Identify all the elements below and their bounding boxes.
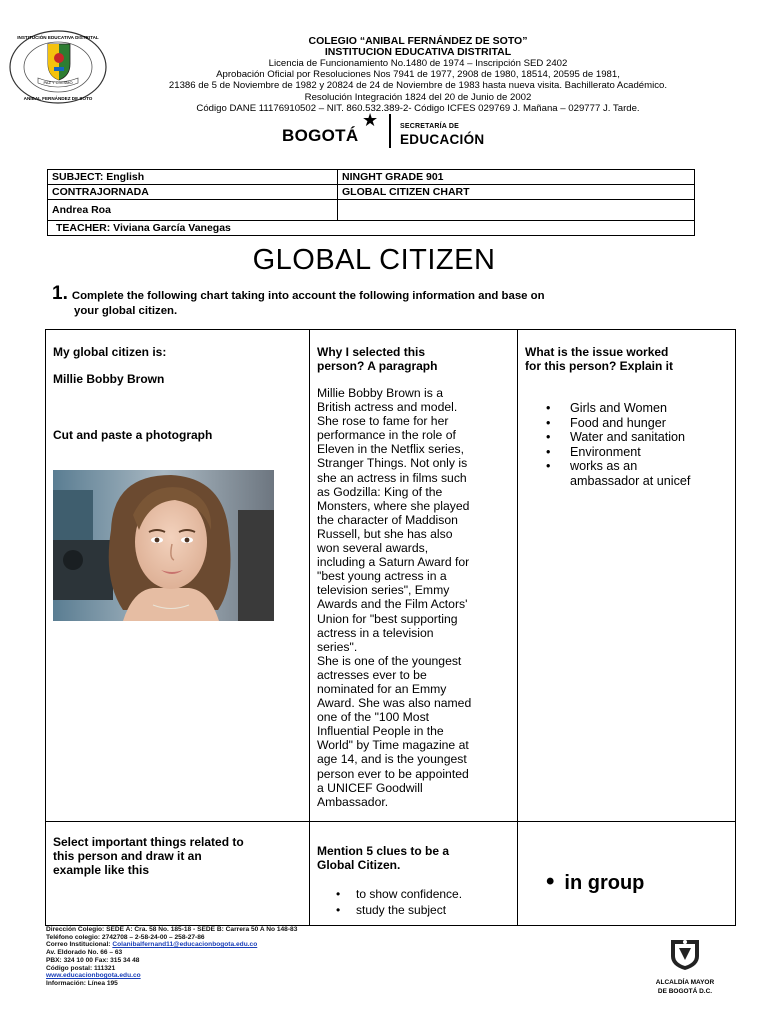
paragraph-line: performance in the role of — [317, 428, 456, 443]
footer-line: Av. Eldorado No. 66 – 63 — [46, 949, 123, 957]
clues-list — [332, 886, 512, 918]
selection-paragraph — [317, 386, 513, 809]
footer-contact — [46, 926, 406, 988]
column-divider — [309, 330, 310, 925]
footer-email-line: Correo Institucional: Colanibalfernand11@educacionbogota.edu.co — [46, 941, 258, 949]
paragraph-line: She rose to fame for her — [317, 414, 449, 429]
why-selected-header: Why I selected this person? A paragraph — [317, 345, 438, 373]
list-item: • Environment — [542, 445, 734, 460]
page-title: GLOBAL CITIZEN — [252, 244, 496, 276]
paragraph-line: Influential People in the — [317, 724, 444, 739]
header-line: Código DANE 11176910502 – NIT. 860.532.389-2- Código ICFES 029769 J. Mañana – 029777 J. Tarde. — [196, 102, 640, 114]
secretaria-label: SECRETARÍA DE — [400, 123, 459, 130]
paragraph-line: person ever to be appointed — [317, 766, 469, 781]
chart-label-cell: GLOBAL CITIZEN CHART — [338, 185, 695, 200]
header-line: Aprobación Oficial por Resoluciones Nos 7941 de 1977, 2908 de 1980, 18514, 20595 de 1981, — [216, 69, 620, 81]
header-line: 21386 de 5 de Noviembre de 1982 y 20824 de 24 de Noviembre de 1983 hasta nueva visita. Bachillerato Académico. — [168, 80, 668, 92]
institution-name: INSTITUCION EDUCATIVA DISTRITAL — [324, 46, 512, 58]
paragraph-line: actress in a television — [317, 625, 434, 640]
instruction-text: Complete the following chart taking into account the following information and base on — [71, 290, 545, 302]
instruction — [52, 283, 722, 319]
issue-header: What is the issue worked for this person? Explain it — [525, 345, 674, 373]
paragraph-line: won several awards, — [317, 541, 429, 556]
instruction-text: your global citizen. — [74, 305, 178, 317]
list-item: • works as an ambassador at unicef — [542, 459, 734, 488]
table-row — [48, 185, 695, 200]
photo-instruction: Cut and paste a photograph — [53, 428, 213, 442]
educacion-label: EDUCACIÓN — [400, 132, 485, 147]
paragraph-line: including a Saturn Award for — [317, 555, 470, 570]
list-item: • Food and hunger — [542, 416, 734, 431]
alcaldia-line: DE BOGOTÁ D.C. — [657, 988, 713, 995]
paragraph-line: Stranger Things. Not only is — [317, 456, 468, 471]
bogota-wordmark: BOGOTÁ — [282, 126, 359, 145]
bullet-icon: • — [546, 868, 555, 895]
student-info-table — [47, 169, 695, 236]
school-header — [108, 36, 728, 114]
alcaldia-logo — [640, 936, 730, 995]
paragraph-line: as Godzilla: King of the — [317, 484, 443, 499]
footer-line: Información: Línea 195 — [46, 979, 118, 987]
paragraph-line: television series", Emmy — [317, 583, 450, 598]
school-name: COLEGIO “ANIBAL FERNÁNDEZ DE SOTO” — [308, 35, 528, 47]
bogota-education-logo — [282, 110, 492, 150]
list-item: • study the subject — [332, 902, 512, 918]
clues-header: Mention 5 clues to be a Global Citizen. — [317, 844, 450, 872]
column-divider — [517, 330, 518, 925]
website-link[interactable]: www.educacionbogota.edu.co — [46, 972, 141, 980]
logo-divider — [389, 114, 391, 148]
global-citizen-label: My global citizen is: — [53, 345, 167, 359]
paragraph-line: Russell, but she has also — [317, 526, 453, 541]
alcaldia-line: ALCALDÍA MAYOR — [655, 979, 715, 986]
list-item: • Girls and Women — [542, 401, 734, 416]
instruction-number: 1. — [52, 283, 68, 304]
group-bullet: • in group — [546, 868, 645, 895]
paragraph-line: the character of Maddison — [317, 512, 458, 527]
paragraph-line: World" by Time magazine at — [317, 738, 469, 753]
paragraph-line: nominated for an Emmy — [317, 681, 447, 696]
footer-line: PBX: 324 10 00 Fax: 315 34 48 — [46, 956, 140, 964]
paragraph-line: Award. She was also named — [317, 696, 472, 711]
paragraph-line: actresses ever to be — [317, 667, 427, 682]
table-row — [48, 221, 695, 236]
grade-cell: NINGHT GRADE 901 — [338, 170, 695, 185]
list-item: • Water and sanitation — [542, 430, 734, 445]
global-citizen-name: Millie Bobby Brown — [53, 372, 165, 386]
paragraph-line: She is one of the youngest — [317, 653, 462, 668]
paragraph-line: she an actress in films such — [317, 470, 467, 485]
table-row — [48, 170, 695, 185]
paragraph-line: age 14, and is the youngest — [317, 752, 467, 767]
student-name-cell: Andrea Roa — [48, 200, 338, 221]
star-icon: ★ — [362, 110, 379, 130]
issues-list — [542, 401, 734, 488]
paragraph-line: Union for "best supporting — [317, 611, 458, 626]
paragraph-line: a UNICEF Goodwill — [317, 780, 423, 795]
paragraph-line: one of the "100 Most — [317, 710, 430, 725]
paragraph-line: Eleven in the Netflix series, — [317, 442, 464, 457]
paragraph-line: Awards and the Film Actors' — [317, 597, 468, 612]
paragraph-line: British actress and model. — [317, 400, 458, 415]
header-line: Resolución Integración 1824 del 20 de Junio de 2002 — [304, 91, 532, 103]
contrajornada-cell: CONTRAJORNADA — [48, 185, 338, 200]
seal-top-text: INSTITUCIÓN EDUCATIVA DISTRITAL — [17, 35, 99, 40]
seal-bottom-text: ANIBAL FERNÁNDEZ DE SOTO — [23, 96, 93, 101]
list-item: • to show confidence. — [332, 886, 512, 902]
coat-of-arms-icon — [665, 936, 705, 972]
select-things-instruction: Select important things related to this person and draw it an example like this — [53, 835, 244, 877]
footer-line: Dirección Colegio: SEDE A: Cra. 58 No. 185-18 - SEDE B: Carrera 50 A No 148-83 — [46, 926, 298, 933]
citizen-photo — [53, 470, 274, 621]
footer-line: Código postal: 111321 — [46, 964, 116, 972]
teacher-cell: TEACHER: Viviana García Vanegas — [48, 221, 695, 236]
paragraph-line: series". — [317, 639, 358, 654]
paragraph-line: Ambassador. — [317, 794, 389, 809]
paragraph-line: Monsters, where she played — [317, 498, 470, 513]
school-seal — [8, 28, 108, 106]
footer-line: Teléfono colegio: 2742708 – 2-58-24-00 – 258-27-86 — [46, 933, 205, 941]
email-link[interactable]: Colanibalfernand11@educacionbogota.edu.co — [112, 941, 258, 949]
paragraph-line: Millie Bobby Brown is a — [317, 386, 443, 400]
seal-motto: PAZ Y CIVISMO — [43, 80, 73, 85]
table-row — [48, 200, 695, 221]
row-divider — [46, 821, 735, 822]
global-citizen-chart — [45, 329, 736, 926]
header-line: Licencia de Funcionamiento No.1480 de 1974 – Inscripción SED 2402 — [268, 58, 568, 69]
paragraph-line: "best young actress in a — [317, 569, 447, 584]
empty-cell — [338, 200, 695, 221]
subject-cell: SUBJECT: English — [48, 170, 338, 185]
